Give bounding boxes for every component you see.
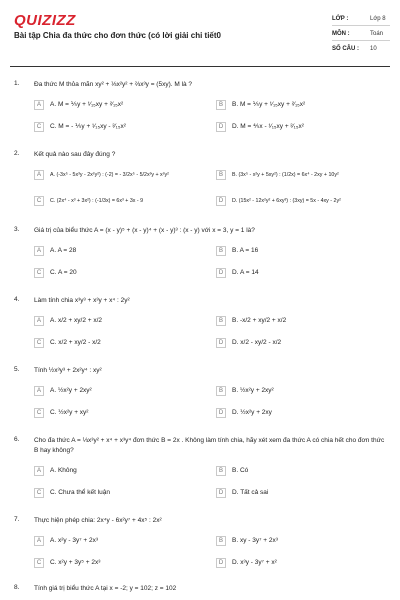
option-text: C. Chưa thể kết luận	[50, 489, 110, 496]
question-text: Tính ½x³y³ + 2x²y⁴ : xy²	[34, 367, 102, 374]
question-number: 8.	[14, 584, 20, 591]
option-a[interactable]	[34, 244, 214, 258]
option-letter-box: D	[216, 338, 226, 348]
question-text: Giá trị của biểu thức A = (x - y)⁵ + (x - y)⁴ + (x - y)³ : (x - y) với x = 3, y = 1 là?	[34, 227, 255, 234]
option-c[interactable]	[34, 120, 214, 134]
option-text: D. A = 14	[232, 269, 259, 276]
option-c[interactable]	[34, 556, 214, 570]
question-number: 6.	[14, 436, 20, 443]
option-text: A. x/2 + xy/2 + x/2	[50, 317, 103, 324]
option-text: C. x/2 + xy/2 - x/2	[50, 339, 101, 346]
option-d[interactable]	[216, 194, 396, 208]
option-text: D. x/2 - xy/2 - x/2	[232, 339, 282, 346]
option-letter-box: C	[34, 408, 44, 418]
meta-divider	[332, 40, 390, 41]
option-b[interactable]	[216, 168, 396, 182]
question-number: 4.	[14, 296, 20, 303]
option-d[interactable]	[216, 120, 396, 134]
option-text: D. M = ⅘x - ¹⁄₁₅xy + ²⁄₁₅x²	[232, 123, 304, 130]
option-text: A. x²y - 3y⁷ + 2x³	[50, 537, 99, 544]
option-letter-box: C	[34, 338, 44, 348]
option-text: B. -x/2 + xy/2 + x/2	[232, 317, 287, 324]
option-d[interactable]	[216, 406, 396, 420]
option-letter-box: B	[216, 536, 226, 546]
option-text: B. (3x⁵ - x²y + 5xy²) : (1/2x) = 6x⁴ - 2xy + 10y²	[232, 172, 339, 178]
option-letter-box: C	[34, 558, 44, 568]
option-a[interactable]	[34, 384, 214, 398]
option-letter-box: C	[34, 122, 44, 132]
option-text: D. (15x² - 12x²y² + 6xy³) : (3xy) = 5x - 4xy - 2y²	[232, 198, 341, 204]
option-text: C. ½x²y + xy²	[50, 409, 89, 416]
option-letter-box: B	[216, 386, 226, 396]
option-letter-box: D	[216, 196, 226, 206]
question-text: Tính giá trị biểu thức A tại x = -2; y = 102; z = 102	[34, 585, 177, 592]
option-text: B. ½x²y + 2xy²	[232, 387, 274, 394]
option-text: C. x²y + 3y⁵ + 2x³	[50, 559, 101, 566]
option-a[interactable]	[34, 98, 214, 112]
question-text: Làm tính chia x³y³ + x³y + x⁴ : 2y²	[34, 297, 130, 304]
option-b[interactable]	[216, 98, 396, 112]
option-text: D. x³y - 3y⁷ + x²	[232, 559, 277, 566]
option-a[interactable]	[34, 534, 214, 548]
option-c[interactable]	[34, 266, 214, 280]
question-text: Cho đa thức A = ⅓x³y² + x⁴ + x³y⁴ đơn thức B = 2x . Không làm tính chia, hãy xét xem đa thức A có chia hết cho đơn thức B hay không?	[34, 437, 385, 454]
subject-label: MÔN :	[332, 31, 350, 37]
class-value: Lớp 8	[370, 16, 386, 22]
option-letter-box: B	[216, 316, 226, 326]
option-b[interactable]	[216, 244, 396, 258]
option-d[interactable]	[216, 266, 396, 280]
option-text: A. M = ⅕y + ¹⁄₁₅xy + ²⁄₁₅x²	[50, 101, 124, 108]
option-letter-box: A	[34, 246, 44, 256]
option-letter-box: B	[216, 466, 226, 476]
option-text: B. xy - 3y⁷ + 2x³	[232, 537, 278, 544]
question-number: 7.	[14, 516, 20, 523]
question-text: Kết quả nào sau đây đúng ?	[34, 151, 116, 158]
option-d[interactable]	[216, 486, 396, 500]
option-text: A. (-3x⁵ - 5x³y - 2x²y²) : (-2) = - 3/2x⁵ - 5/2x³y + x²y²	[50, 172, 169, 178]
option-letter-box: C	[34, 268, 44, 278]
option-c[interactable]	[34, 486, 214, 500]
option-c[interactable]	[34, 406, 214, 420]
meta-divider	[332, 25, 390, 26]
option-letter-box: D	[216, 558, 226, 568]
option-text: C. (2x⁴ - x³ + 3x²) : (-1/3x) = 6x³ + 3x - 9	[50, 198, 144, 204]
option-text: D. ½x²y + 2xy	[232, 409, 272, 416]
count-value: 10	[370, 46, 377, 52]
option-text: A. Không	[50, 467, 77, 474]
option-letter-box: C	[34, 488, 44, 498]
header-divider	[10, 66, 390, 67]
option-letter-box: A	[34, 316, 44, 326]
option-letter-box: D	[216, 408, 226, 418]
option-text: D. Tất cả sai	[232, 489, 269, 496]
option-letter-box: B	[216, 100, 226, 110]
option-text: A. ½x²y + 2xy²	[50, 387, 92, 394]
option-a[interactable]	[34, 314, 214, 328]
option-letter-box: D	[216, 268, 226, 278]
option-letter-box: B	[216, 246, 226, 256]
question-number: 5.	[14, 366, 20, 373]
worksheet-title: Bài tập Chia đa thức cho đơn thức (có lời giải chi tiết0	[14, 31, 221, 40]
option-text: B. M = ⅕y + ¹⁄₁₅xy + ²⁄₁₅x²	[232, 101, 306, 108]
option-d[interactable]	[216, 556, 396, 570]
question-text: Đa thức M thỏa mãn xy² + ⅓x²y² + ⅔x³y = (5xy). M là ?	[34, 81, 193, 88]
question-number: 2.	[14, 150, 20, 157]
option-letter-box: D	[216, 122, 226, 132]
subject-value: Toán	[370, 31, 384, 37]
count-label: SỐ CÂU :	[332, 46, 359, 52]
worksheet-header	[0, 0, 400, 62]
question-text: Thực hiện phép chia: 2x⁴y - 6x²y⁷ + 4x⁵ : 2x²	[34, 517, 162, 524]
question-number: 1.	[14, 80, 20, 87]
option-letter-box: C	[34, 196, 44, 206]
option-letter-box: A	[34, 170, 44, 180]
option-text: A. A = 28	[50, 247, 77, 254]
option-b[interactable]	[216, 534, 396, 548]
option-letter-box: A	[34, 466, 44, 476]
option-text: C. A = 20	[50, 269, 77, 276]
option-letter-box: A	[34, 536, 44, 546]
option-text: B. A = 16	[232, 247, 259, 254]
option-a[interactable]	[34, 464, 214, 478]
option-letter-box: D	[216, 488, 226, 498]
option-d[interactable]	[216, 336, 396, 350]
option-letter-box: A	[34, 100, 44, 110]
option-b[interactable]	[216, 384, 396, 398]
option-a[interactable]	[34, 168, 214, 182]
option-letter-box: A	[34, 386, 44, 396]
option-text: B. Có	[232, 467, 249, 474]
option-text: C. M = - ⅕y + ¹⁄₁₅xy - ²⁄₁₅x²	[50, 123, 126, 130]
class-label: LỚP :	[332, 16, 349, 22]
quizizz-logo: QUIZIZZ	[14, 12, 76, 29]
option-b[interactable]	[216, 314, 396, 328]
question-number: 3.	[14, 226, 20, 233]
option-b[interactable]	[216, 464, 396, 478]
option-c[interactable]	[34, 194, 214, 208]
option-letter-box: B	[216, 170, 226, 180]
option-c[interactable]	[34, 336, 214, 350]
